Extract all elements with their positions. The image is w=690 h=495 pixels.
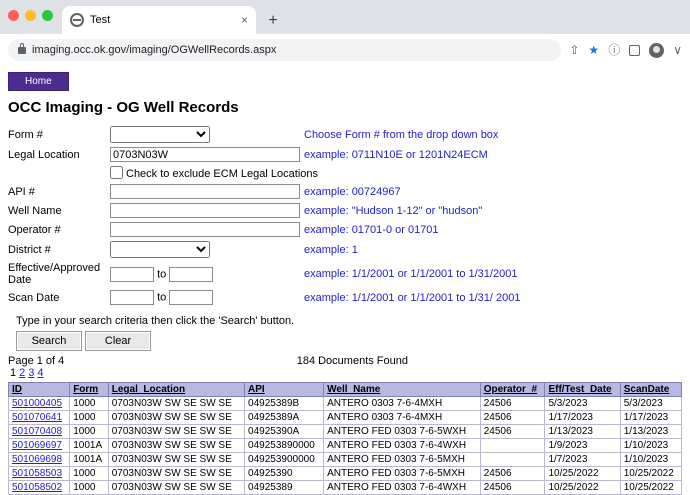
tab-test[interactable] bbox=[62, 6, 256, 34]
api-label: API # bbox=[8, 185, 35, 198]
form-number-select[interactable] bbox=[110, 126, 210, 143]
home-button[interactable]: Home bbox=[8, 72, 69, 91]
row-id-link[interactable]: 501058503 bbox=[12, 468, 63, 479]
cell-eff-test-date: 10/25/2022 bbox=[545, 481, 620, 495]
form-row-well-name bbox=[8, 201, 525, 220]
effective-date-hint: example: 1/1/2001 or 1/1/2001 to 1/31/2001 bbox=[304, 268, 518, 280]
browser-toolbar bbox=[0, 34, 690, 66]
form-number-label: Form # bbox=[8, 128, 43, 141]
cell-well-name: ANTERO FED 0303 7-6-5MXH bbox=[324, 467, 481, 481]
cell-scan-date: 1/17/2023 bbox=[620, 411, 681, 425]
extensions-icon[interactable] bbox=[629, 45, 640, 56]
clear-button[interactable]: Clear bbox=[85, 331, 151, 351]
district-hint: example: 1 bbox=[304, 243, 358, 256]
scan-date-to-input[interactable] bbox=[169, 290, 213, 305]
table-row bbox=[9, 397, 682, 411]
effective-date-label bbox=[8, 260, 110, 288]
scan-date-label: Scan Date bbox=[8, 291, 60, 304]
search-instruction: Type in your search criteria then click the 'Search' button. bbox=[16, 315, 295, 327]
cell-legal-location: 0703N03W SW SE SW SE bbox=[108, 453, 244, 467]
results-table bbox=[8, 382, 682, 495]
column-header-legal-location[interactable]: Legal_Location bbox=[108, 383, 244, 397]
operator-hint: example: 01701-0 or 01701 bbox=[304, 223, 439, 236]
legal-location-label: Legal Location bbox=[8, 148, 80, 161]
cell-eff-test-date: 1/17/2023 bbox=[545, 411, 620, 425]
scan-date-to-label: to bbox=[157, 291, 167, 304]
cell-operator: 24506 bbox=[480, 467, 545, 481]
row-id-link[interactable]: 501070408 bbox=[12, 426, 63, 437]
form-row-form-number bbox=[8, 124, 525, 145]
share-icon[interactable]: ⇧ bbox=[569, 43, 580, 57]
api-hint: example: 00724967 bbox=[304, 185, 401, 198]
cell-api: 04925389B bbox=[245, 397, 324, 411]
well-name-input[interactable] bbox=[110, 203, 300, 218]
column-header-operator[interactable]: Operator_# bbox=[480, 383, 545, 397]
cell-legal-location: 0703N03W SW SE SW SE bbox=[108, 397, 244, 411]
form-row-operator bbox=[8, 220, 525, 239]
table-row bbox=[9, 481, 682, 495]
cell-well-name: ANTERO FED 0303 7-6-5WXH bbox=[324, 425, 481, 439]
cell-scan-date: 1/10/2023 bbox=[620, 453, 681, 467]
documents-found: 184 Documents Found bbox=[296, 355, 408, 367]
browser-chrome bbox=[0, 0, 690, 66]
cell-api: 04925390A bbox=[245, 425, 324, 439]
form-row-legal-location bbox=[8, 145, 525, 164]
toolbar-icons bbox=[569, 43, 682, 58]
cell-api: 049253900000 bbox=[245, 453, 324, 467]
cell-scan-date: 10/25/2022 bbox=[620, 467, 681, 481]
tab-strip bbox=[0, 0, 690, 34]
form-row-scan-date bbox=[8, 288, 525, 307]
cell-operator: 24506 bbox=[480, 425, 545, 439]
cell-api: 049253890000 bbox=[245, 439, 324, 453]
api-input[interactable] bbox=[110, 184, 300, 199]
tab-title: Test bbox=[90, 14, 111, 26]
address-bar[interactable] bbox=[8, 39, 561, 61]
info-icon[interactable]: ⓘ bbox=[608, 43, 621, 57]
legal-location-hint: example: 0711N10E or 1201N24ECM bbox=[304, 148, 488, 161]
globe-icon bbox=[70, 13, 84, 27]
minimize-window-button[interactable] bbox=[25, 10, 36, 21]
page-content bbox=[0, 66, 690, 493]
cell-eff-test-date: 1/9/2023 bbox=[545, 439, 620, 453]
page-link-2[interactable]: 2 bbox=[19, 367, 26, 379]
cell-well-name: ANTERO FED 0303 7-6-5MXH bbox=[324, 453, 481, 467]
cell-well-name: ANTERO FED 0303 7-6-4WXH bbox=[324, 439, 481, 453]
cell-operator bbox=[480, 439, 545, 453]
row-id-link[interactable]: 501069697 bbox=[12, 440, 63, 451]
table-row bbox=[9, 467, 682, 481]
scan-date-inputs bbox=[110, 288, 304, 307]
cell-scan-date: 10/25/2022 bbox=[620, 481, 681, 495]
cell-form: 1000 bbox=[70, 425, 109, 439]
star-icon[interactable]: ★ bbox=[588, 43, 600, 57]
cell-form: 1001A bbox=[70, 453, 109, 467]
pagination[interactable] bbox=[10, 367, 682, 379]
scan-date-from-input[interactable] bbox=[110, 290, 154, 305]
form-row-district bbox=[8, 239, 525, 260]
cell-eff-test-date: 5/3/2023 bbox=[545, 397, 620, 411]
operator-input[interactable] bbox=[110, 222, 300, 237]
cell-form: 1001A bbox=[70, 439, 109, 453]
scan-date-hint: example: 1/1/2001 or 1/1/2001 to 1/31/ 2001 bbox=[304, 291, 521, 304]
new-tab-button[interactable]: + bbox=[268, 12, 278, 29]
cell-form: 1000 bbox=[70, 467, 109, 481]
cell-operator: 24506 bbox=[480, 481, 545, 495]
row-id-link[interactable]: 501070641 bbox=[12, 412, 63, 423]
effective-date-label-line1: Effective/Approved bbox=[8, 262, 101, 274]
effective-date-inputs bbox=[110, 260, 304, 288]
address-bar-url: imaging.occ.ok.gov/imaging/OGWellRecords.aspx bbox=[32, 44, 277, 56]
search-buttons bbox=[16, 331, 682, 351]
cell-well-name: ANTERO 0303 7-6-4MXH bbox=[324, 411, 481, 425]
exclude-ecm-label: Check to exclude ECM Legal Locations bbox=[126, 168, 318, 180]
results-header-row bbox=[9, 383, 682, 397]
form-row-effective-date bbox=[8, 260, 525, 288]
exclude-ecm-row bbox=[110, 164, 525, 182]
district-select[interactable] bbox=[110, 241, 210, 258]
cell-api: 04925389 bbox=[245, 481, 324, 495]
page-link-3[interactable]: 3 bbox=[28, 367, 35, 379]
cell-scan-date: 1/10/2023 bbox=[620, 439, 681, 453]
window-traffic-lights[interactable] bbox=[8, 10, 53, 21]
cell-legal-location: 0703N03W SW SE SW SE bbox=[108, 425, 244, 439]
cell-scan-date: 5/3/2023 bbox=[620, 397, 681, 411]
table-row bbox=[9, 425, 682, 439]
cell-api: 04925390 bbox=[245, 467, 324, 481]
column-header-id[interactable]: ID bbox=[9, 383, 70, 397]
cell-operator: 24506 bbox=[480, 397, 545, 411]
form-number-hint: Choose Form # from the drop down box bbox=[304, 128, 499, 141]
profile-avatar[interactable] bbox=[649, 43, 664, 58]
district-label: District # bbox=[8, 243, 51, 256]
cell-form: 1000 bbox=[70, 411, 109, 425]
search-form bbox=[8, 124, 525, 307]
row-id-link[interactable]: 501058502 bbox=[12, 482, 63, 493]
chevron-down-icon[interactable]: ∨ bbox=[673, 43, 682, 57]
cell-legal-location: 0703N03W SW SE SW SE bbox=[108, 481, 244, 495]
cell-well-name: ANTERO FED 0303 7-6-4WXH bbox=[324, 481, 481, 495]
cell-eff-test-date: 1/13/2023 bbox=[545, 425, 620, 439]
effective-date-to-label: to bbox=[157, 268, 167, 280]
cell-well-name: ANTERO 0303 7-6-4MXH bbox=[324, 397, 481, 411]
effective-date-to-input[interactable] bbox=[169, 267, 213, 282]
lock-icon bbox=[18, 47, 26, 54]
table-row bbox=[9, 439, 682, 453]
operator-label: Operator # bbox=[8, 223, 61, 236]
close-icon[interactable]: × bbox=[240, 13, 248, 27]
effective-date-from-input[interactable] bbox=[110, 267, 154, 282]
page-link-1[interactable]: 1 bbox=[10, 367, 17, 379]
maximize-window-button[interactable] bbox=[42, 10, 53, 21]
cell-form: 1000 bbox=[70, 481, 109, 495]
cell-eff-test-date: 10/25/2022 bbox=[545, 467, 620, 481]
form-row-api bbox=[8, 182, 525, 201]
row-id-link[interactable]: 501069698 bbox=[12, 454, 63, 465]
page-info: Page 1 of 4 bbox=[8, 355, 65, 367]
cell-form: 1000 bbox=[70, 397, 109, 411]
column-header-eff-test-date[interactable]: Eff/Test_Date bbox=[545, 383, 620, 397]
page-title: OCC Imaging - OG Well Records bbox=[8, 99, 239, 116]
table-row bbox=[9, 453, 682, 467]
close-window-button[interactable] bbox=[8, 10, 19, 21]
column-header-scan-date[interactable]: ScanDate bbox=[620, 383, 681, 397]
cell-legal-location: 0703N03W SW SE SW SE bbox=[108, 467, 244, 481]
cell-legal-location: 0703N03W SW SE SW SE bbox=[108, 439, 244, 453]
cell-scan-date: 1/13/2023 bbox=[620, 425, 681, 439]
column-header-api[interactable]: API bbox=[245, 383, 324, 397]
row-id-link[interactable]: 501000405 bbox=[12, 398, 63, 409]
cell-operator: 24506 bbox=[480, 411, 545, 425]
search-button[interactable]: Search bbox=[16, 331, 82, 351]
cell-operator bbox=[480, 453, 545, 467]
legal-location-input[interactable] bbox=[110, 147, 300, 162]
table-row bbox=[9, 411, 682, 425]
cell-eff-test-date: 1/7/2023 bbox=[545, 453, 620, 467]
column-header-well-name[interactable]: Well_Name bbox=[324, 383, 481, 397]
form-row-exclude-ecm bbox=[8, 164, 525, 182]
effective-date-label-line2: Date bbox=[8, 274, 32, 286]
well-name-hint: example: "Hudson 1-12" or "hudson" bbox=[304, 204, 483, 217]
results-summary bbox=[8, 355, 408, 367]
column-header-form[interactable]: Form bbox=[70, 383, 109, 397]
cell-api: 04925389A bbox=[245, 411, 324, 425]
well-name-label: Well Name bbox=[8, 204, 62, 217]
page-link-4[interactable]: 4 bbox=[37, 367, 44, 379]
exclude-ecm-checkbox[interactable] bbox=[110, 166, 123, 179]
cell-legal-location: 0703N03W SW SE SW SE bbox=[108, 411, 244, 425]
